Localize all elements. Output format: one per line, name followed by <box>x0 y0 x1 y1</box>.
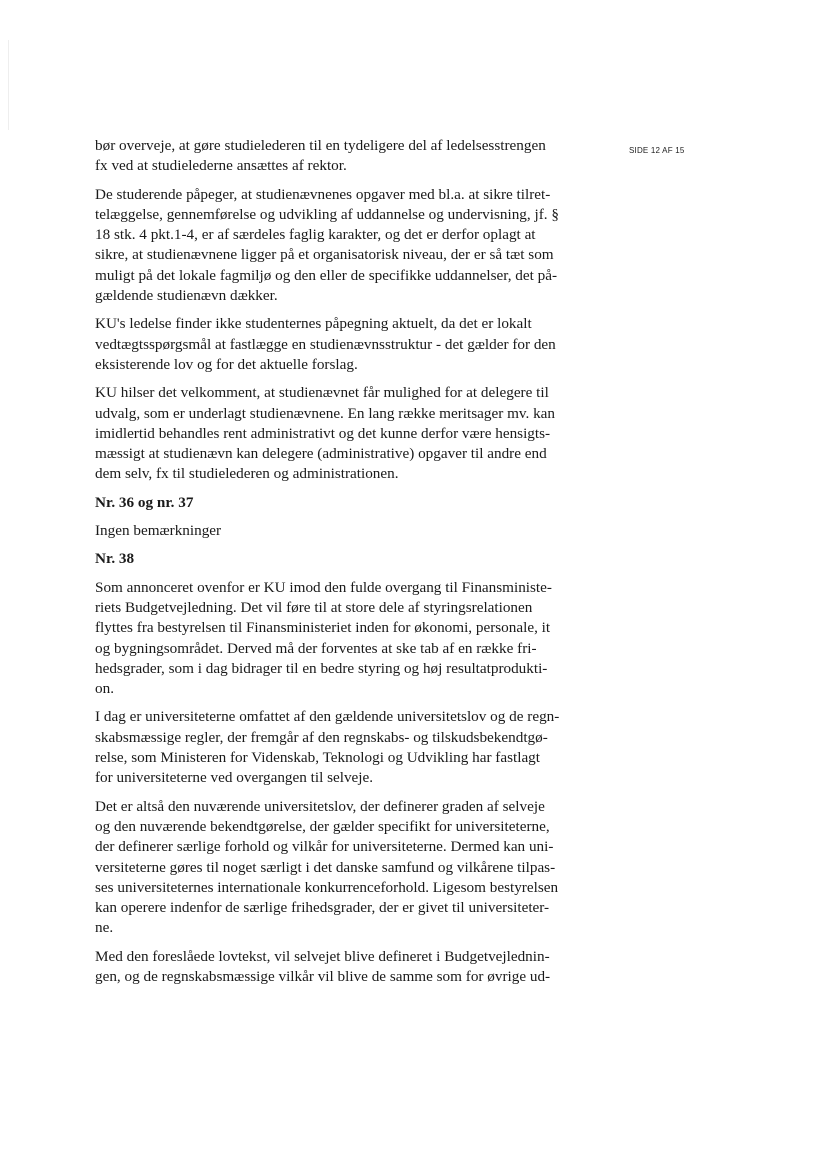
text-line: hedsgrader, som i dag bidrager til en bedre styring og høj resultatprodukti- <box>95 659 548 677</box>
section-heading <box>95 493 587 513</box>
text-line: for universiteterne ved overgangen til selveje. <box>95 769 374 787</box>
text-line: KU's ledelse finder ikke studenternes påpegning aktuelt, da det er lokalt <box>95 315 532 333</box>
text-line: imidlertid behandles rent administrativt og det kunne derfor være hensigts- <box>95 424 551 442</box>
page-number: SIDE 12 AF 15 <box>629 146 685 155</box>
text-line: De studerende påpeger, at studienævnenes opgaver med bl.a. at sikre tilret- <box>95 185 551 203</box>
text-line: fx ved at studielederne ansættes af rektor. <box>95 157 347 175</box>
text-line: on. <box>95 680 114 698</box>
text-line: dem selv, fx til studielederen og administrationen. <box>95 465 399 483</box>
paragraph <box>95 383 587 484</box>
text-line: gen, og de regnskabsmæssige vilkår vil blive de samme som for øvrige ud- <box>95 967 551 985</box>
text-line: Nr. 36 og nr. 37 <box>95 493 194 511</box>
text-line: der definerer særlige forhold og vilkår for universiteterne. Dermed kan uni- <box>95 838 554 856</box>
text-line: mæssigt at studienævn kan delegere (administrative) opgaver til andre end <box>95 445 547 463</box>
text-line: Som annonceret ovenfor er KU imod den fulde overgang til Finansministe- <box>95 578 552 596</box>
text-line: versiteterne gøres til noget særligt i det danske samfund og vilkårene tilpas- <box>95 858 556 876</box>
paragraph <box>95 136 587 177</box>
text-line: sikre, at studienævnene ligger på et organisatorisk niveau, der er så tæt som <box>95 246 554 264</box>
text-line: og den nuværende bekendtgørelse, der gælder specifikt for universiteterne, <box>95 817 550 835</box>
paragraph <box>95 947 587 988</box>
text-line: skabsmæssige regler, der fremgår af den regnskabs- og tilskudsbekendtgø- <box>95 728 548 746</box>
paragraph <box>95 521 587 541</box>
text-line: Ingen bemærkninger <box>95 522 222 540</box>
text-line: flyttes fra bestyrelsen til Finansministeriet inden for økonomi, personale, it <box>95 619 551 637</box>
text-line: riets Budgetvejledning. Det vil føre til at store dele af styringsrelationen <box>95 598 533 616</box>
paragraph <box>95 797 587 939</box>
text-line: gældende studienævn dækker. <box>95 287 278 305</box>
paragraph <box>95 707 587 788</box>
text-line: ses universiteternes internationale konkurrenceforhold. Ligesom bestyrelsen <box>95 878 559 896</box>
text-line: bør overveje, at gøre studielederen til en tydeligere del af ledelsesstrengen <box>95 137 546 154</box>
paragraph <box>95 578 587 700</box>
text-line: kan operere indenfor de særlige frihedsgrader, der er givet til universiteter- <box>95 899 550 917</box>
text-line: ne. <box>95 919 114 937</box>
text-line: eksisterende lov og for det aktuelle forslag. <box>95 355 358 373</box>
document-body <box>95 136 587 995</box>
text-line: Med den foreslåede lovtekst, vil selvejet blive defineret i Budgetvejlednin- <box>95 947 550 965</box>
scan-edge-mark <box>8 40 9 130</box>
text-line: og bygningsområdet. Derved må der forventes at ske tab af en række fri- <box>95 639 537 657</box>
text-line: udvalg, som er underlagt studienævnene. En lang række meritsager mv. kan <box>95 404 556 422</box>
text-line: KU hilser det velkomment, at studienævnet får mulighed for at delegere til <box>95 384 549 402</box>
section-heading <box>95 549 587 569</box>
text-line: telæggelse, gennemførelse og udvikling af uddannelse og undervisning, jf. § <box>95 205 559 223</box>
text-line: muligt på det lokale fagmiljø og den eller de specifikke uddannelser, det på- <box>95 266 558 284</box>
text-line: Nr. 38 <box>95 550 135 568</box>
text-line: 18 stk. 4 pkt.1-4, er af særdeles faglig karakter, og det er derfor oplagt at <box>95 226 536 244</box>
text-line: I dag er universiteterne omfattet af den gældende universitetslov og de regn- <box>95 708 560 726</box>
text-line: vedtægtsspørgsmål at fastlægge en studienævnsstruktur - det gælder for den <box>95 335 556 353</box>
text-line: relse, som Ministeren for Videnskab, Teknologi og Udvikling har fastlagt <box>95 749 540 767</box>
paragraph <box>95 314 587 375</box>
text-line: Det er altså den nuværende universitetslov, der definerer graden af selveje <box>95 797 545 815</box>
paragraph <box>95 185 587 307</box>
